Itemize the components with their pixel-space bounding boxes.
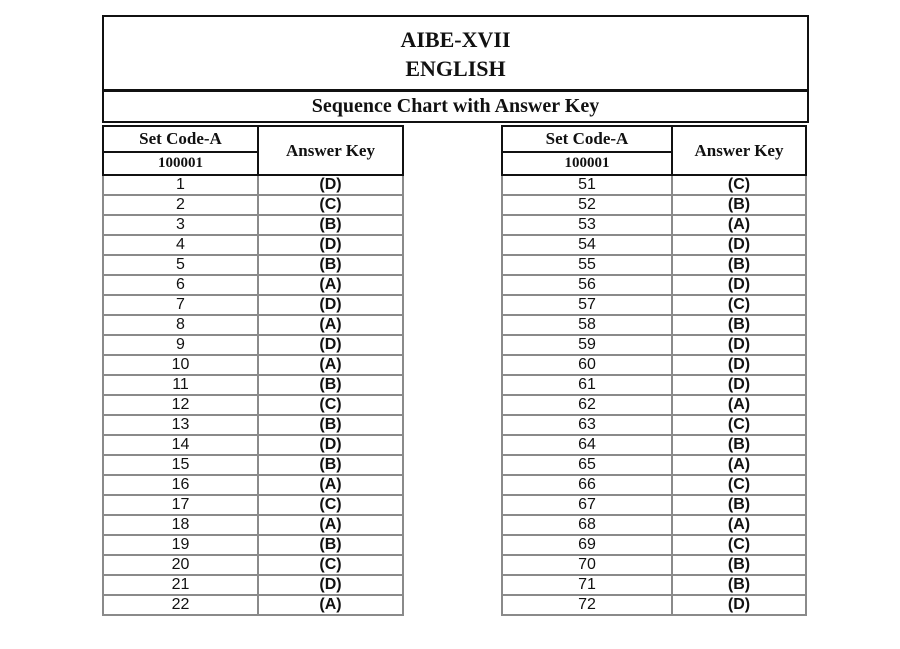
table-row: [502, 335, 806, 355]
answer-value: (C): [672, 535, 806, 555]
answer-value: (B): [672, 555, 806, 575]
question-number: 10: [103, 355, 258, 375]
answer-value: (B): [258, 215, 403, 235]
question-number: 2: [103, 195, 258, 215]
set-code-number: 100001: [502, 152, 672, 175]
table-row: [502, 375, 806, 395]
question-number: 19: [103, 535, 258, 555]
answer-value: (B): [258, 375, 403, 395]
answer-value: (C): [672, 415, 806, 435]
table-row: [103, 175, 403, 195]
table-row: [502, 175, 806, 195]
question-number: 1: [103, 175, 258, 195]
question-number: 6: [103, 275, 258, 295]
table-row: [103, 455, 403, 475]
question-number: 71: [502, 575, 672, 595]
question-number: 18: [103, 515, 258, 535]
table-row: [103, 335, 403, 355]
table-row: [502, 195, 806, 215]
table-row: [502, 455, 806, 475]
answer-value: (C): [258, 195, 403, 215]
answer-key-header: Answer Key: [258, 126, 403, 175]
table-row: [103, 215, 403, 235]
table-row: [103, 415, 403, 435]
question-number: 16: [103, 475, 258, 495]
answer-value: (D): [258, 175, 403, 195]
question-number: 4: [103, 235, 258, 255]
table-row: [103, 535, 403, 555]
table-row: [103, 475, 403, 495]
answer-value: (B): [258, 535, 403, 555]
question-number: 65: [502, 455, 672, 475]
table-row: [103, 515, 403, 535]
table-row: [502, 295, 806, 315]
table-row: [502, 435, 806, 455]
answer-value: (D): [672, 275, 806, 295]
question-number: 9: [103, 335, 258, 355]
question-number: 11: [103, 375, 258, 395]
question-number: 12: [103, 395, 258, 415]
table-row: [502, 595, 806, 615]
answer-value: (C): [672, 475, 806, 495]
table-row: [502, 515, 806, 535]
answer-value: (C): [672, 295, 806, 315]
answer-value: (A): [258, 275, 403, 295]
answer-value: (C): [258, 495, 403, 515]
table-row: [103, 435, 403, 455]
answer-value: (B): [672, 255, 806, 275]
question-number: 72: [502, 595, 672, 615]
table-row: [103, 495, 403, 515]
answer-value: (B): [672, 575, 806, 595]
question-number: 51: [502, 175, 672, 195]
table-row: [502, 495, 806, 515]
answer-value: (B): [672, 195, 806, 215]
question-number: 61: [502, 375, 672, 395]
table-row: [502, 415, 806, 435]
table-row: [502, 275, 806, 295]
table-row: [502, 535, 806, 555]
answer-value: (A): [672, 515, 806, 535]
table-row: [103, 375, 403, 395]
answer-value: (A): [258, 515, 403, 535]
answer-value: (B): [672, 315, 806, 335]
question-number: 13: [103, 415, 258, 435]
answer-value: (D): [672, 375, 806, 395]
language-title: ENGLISH: [405, 55, 506, 81]
answer-value: (C): [258, 555, 403, 575]
answer-value: (A): [672, 395, 806, 415]
table-row: [103, 275, 403, 295]
table-row: [103, 255, 403, 275]
question-number: 62: [502, 395, 672, 415]
table-row: [502, 395, 806, 415]
table-row: [502, 315, 806, 335]
answer-value: (A): [258, 315, 403, 335]
answer-value: (C): [672, 175, 806, 195]
answer-value: (D): [258, 235, 403, 255]
question-number: 17: [103, 495, 258, 515]
question-number: 8: [103, 315, 258, 335]
table-row: [103, 595, 403, 615]
table-row: [103, 355, 403, 375]
table-row: [103, 575, 403, 595]
answer-value: (D): [672, 335, 806, 355]
question-number: 70: [502, 555, 672, 575]
set-code-header: Set Code-A: [502, 126, 672, 152]
answer-key-table-right: [501, 125, 807, 616]
question-number: 59: [502, 335, 672, 355]
question-number: 3: [103, 215, 258, 235]
answer-value: (D): [258, 435, 403, 455]
table-row: [103, 235, 403, 255]
table-row: [103, 555, 403, 575]
question-number: 56: [502, 275, 672, 295]
question-number: 15: [103, 455, 258, 475]
question-number: 20: [103, 555, 258, 575]
table-row: [502, 255, 806, 275]
table-row: [103, 315, 403, 335]
question-number: 7: [103, 295, 258, 315]
table-row: [502, 215, 806, 235]
answer-value: (D): [258, 335, 403, 355]
table-row: [103, 195, 403, 215]
table-row: [502, 235, 806, 255]
answer-value: (D): [258, 295, 403, 315]
set-code-header: Set Code-A: [103, 126, 258, 152]
document-subtitle: Sequence Chart with Answer Key: [102, 89, 809, 123]
question-number: 55: [502, 255, 672, 275]
table-row: [502, 355, 806, 375]
answer-value: (D): [258, 575, 403, 595]
question-number: 68: [502, 515, 672, 535]
table-row: [502, 575, 806, 595]
answer-value: (A): [672, 215, 806, 235]
answer-key-table-left: [102, 125, 404, 616]
answer-value: (A): [672, 455, 806, 475]
question-number: 21: [103, 575, 258, 595]
table-row: [502, 475, 806, 495]
question-number: 5: [103, 255, 258, 275]
answer-value: (D): [672, 355, 806, 375]
question-number: 63: [502, 415, 672, 435]
question-number: 64: [502, 435, 672, 455]
question-number: 58: [502, 315, 672, 335]
question-number: 22: [103, 595, 258, 615]
answer-value: (B): [258, 415, 403, 435]
answer-value: (C): [258, 395, 403, 415]
answer-value: (A): [258, 475, 403, 495]
answer-value: (B): [672, 495, 806, 515]
answer-value: (B): [258, 255, 403, 275]
table-row: [103, 395, 403, 415]
table-row: [502, 555, 806, 575]
question-number: 52: [502, 195, 672, 215]
question-number: 57: [502, 295, 672, 315]
table-row: [103, 295, 403, 315]
set-code-number: 100001: [103, 152, 258, 175]
answer-value: (A): [258, 355, 403, 375]
question-number: 53: [502, 215, 672, 235]
question-number: 54: [502, 235, 672, 255]
answer-value: (A): [258, 595, 403, 615]
answer-value: (B): [672, 435, 806, 455]
question-number: 14: [103, 435, 258, 455]
question-number: 69: [502, 535, 672, 555]
question-number: 67: [502, 495, 672, 515]
question-number: 60: [502, 355, 672, 375]
answer-key-header: Answer Key: [672, 126, 806, 175]
answer-value: (D): [672, 235, 806, 255]
question-number: 66: [502, 475, 672, 495]
answer-value: (B): [258, 455, 403, 475]
document-title-box: [102, 15, 809, 92]
exam-title: AIBE-XVII: [400, 26, 511, 52]
answer-value: (D): [672, 595, 806, 615]
